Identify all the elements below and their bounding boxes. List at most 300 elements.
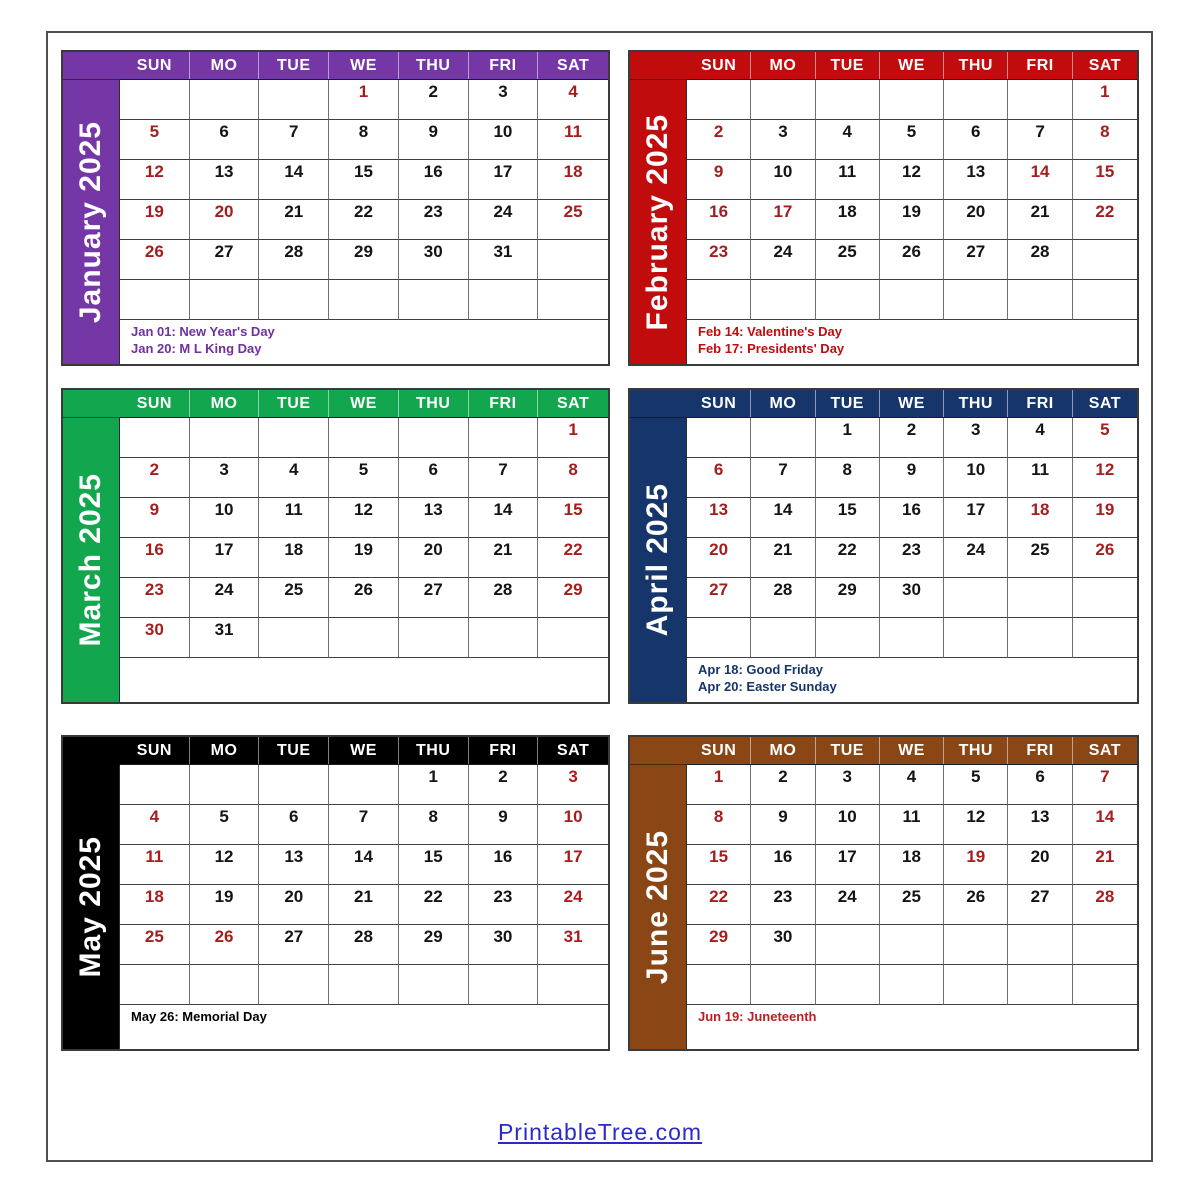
date-grid — [120, 80, 608, 320]
date-cell-april-2 — [880, 418, 944, 458]
date-cell-june-15 — [687, 845, 751, 885]
date-cell-january-5 — [120, 120, 190, 160]
date-cell-april-3 — [944, 418, 1008, 458]
day-header-row — [687, 52, 1137, 80]
date-number: 22 — [423, 887, 443, 906]
date-cell-february-4 — [816, 120, 880, 160]
date-cell-june-13 — [1008, 805, 1072, 845]
date-cell-march-14 — [469, 498, 539, 538]
date-number: 13 — [966, 162, 986, 181]
date-cell-february-15 — [1073, 160, 1137, 200]
date-cell-june-26 — [944, 885, 1008, 925]
date-cell-january-13 — [190, 160, 260, 200]
date-number: 12 — [214, 847, 234, 866]
date-cell-empty — [944, 280, 1008, 320]
date-cell-empty — [1008, 80, 1072, 120]
date-number: 6 — [1035, 767, 1045, 786]
day-header-thu: THU — [399, 52, 469, 79]
date-cell-march-30 — [120, 618, 190, 658]
date-number: 18 — [284, 540, 304, 559]
date-number: 26 — [966, 887, 986, 906]
day-header-fri: FRI — [1008, 390, 1072, 417]
date-number: 27 — [966, 242, 986, 261]
date-cell-june-23 — [751, 885, 815, 925]
month-title: March 2025 — [74, 473, 107, 647]
date-number: 8 — [1100, 122, 1110, 141]
date-cell-empty — [329, 418, 399, 458]
date-cell-may-13 — [259, 845, 329, 885]
date-cell-may-8 — [399, 805, 469, 845]
date-cell-empty — [190, 418, 260, 458]
date-cell-february-3 — [751, 120, 815, 160]
date-cell-february-10 — [751, 160, 815, 200]
date-cell-may-11 — [120, 845, 190, 885]
date-number: 17 — [214, 540, 234, 559]
date-cell-empty — [329, 965, 399, 1005]
date-number: 5 — [149, 122, 160, 141]
date-cell-january-19 — [120, 200, 190, 240]
date-cell-january-3 — [469, 80, 539, 120]
date-cell-january-4 — [538, 80, 608, 120]
date-number: 20 — [1030, 847, 1050, 866]
date-number: 11 — [564, 122, 583, 141]
date-cell-february-11 — [816, 160, 880, 200]
date-number: 8 — [428, 807, 438, 826]
date-number: 28 — [1095, 887, 1115, 906]
day-header-we: WE — [329, 390, 399, 417]
date-cell-march-5 — [329, 458, 399, 498]
date-number: 3 — [498, 82, 508, 101]
date-cell-june-2 — [751, 765, 815, 805]
date-number: 20 — [284, 887, 304, 906]
day-header-thu: THU — [399, 737, 469, 764]
date-number: 20 — [966, 202, 986, 221]
date-number: 24 — [563, 887, 583, 906]
date-number: 21 — [1095, 847, 1115, 866]
date-number: 23 — [493, 887, 513, 906]
date-cell-empty — [1008, 578, 1072, 618]
date-number: 1 — [568, 420, 578, 439]
day-header-sat: SAT — [556, 741, 590, 759]
month-sidebar — [63, 765, 120, 1049]
date-cell-april-28 — [751, 578, 815, 618]
date-cell-january-2 — [399, 80, 469, 120]
date-cell-january-7 — [259, 120, 329, 160]
date-cell-empty — [190, 80, 260, 120]
day-header-fri: FRI — [1008, 52, 1072, 79]
date-cell-empty — [469, 418, 539, 458]
day-header-thu: THU — [944, 737, 1008, 764]
date-number: 15 — [709, 847, 729, 866]
date-number: 16 — [773, 847, 793, 866]
date-cell-june-3 — [816, 765, 880, 805]
day-header-row — [687, 737, 1137, 765]
date-cell-june-30 — [751, 925, 815, 965]
date-number: 13 — [709, 500, 729, 519]
day-header-sat: SAT — [1088, 394, 1121, 412]
date-cell-june-25 — [880, 885, 944, 925]
date-number: 10 — [773, 162, 793, 181]
date-cell-empty — [1008, 925, 1072, 965]
date-cell-april-26 — [1073, 538, 1137, 578]
date-cell-march-27 — [399, 578, 469, 618]
date-number: 4 — [568, 82, 578, 101]
date-cell-april-22 — [816, 538, 880, 578]
date-cell-february-20 — [944, 200, 1008, 240]
month-march — [61, 388, 610, 704]
date-cell-april-9 — [880, 458, 944, 498]
date-cell-april-30 — [880, 578, 944, 618]
date-number: 24 — [773, 242, 793, 261]
month-title: January 2025 — [74, 120, 107, 324]
date-cell-april-17 — [944, 498, 1008, 538]
day-header-mo: MO — [190, 737, 260, 764]
date-cell-march-12 — [329, 498, 399, 538]
date-number: 9 — [428, 122, 438, 141]
date-cell-march-1 — [538, 418, 608, 458]
date-cell-june-29 — [687, 925, 751, 965]
date-cell-empty — [329, 765, 399, 805]
day-header-fri: FRI — [1008, 737, 1072, 764]
date-cell-empty — [944, 618, 1008, 658]
date-cell-february-7 — [1008, 120, 1072, 160]
date-cell-empty — [1008, 280, 1072, 320]
date-cell-march-19 — [329, 538, 399, 578]
date-cell-june-4 — [880, 765, 944, 805]
date-cell-january-14 — [259, 160, 329, 200]
date-cell-empty — [880, 618, 944, 658]
date-number: 12 — [144, 162, 164, 181]
date-cell-june-5 — [944, 765, 1008, 805]
date-number: 4 — [149, 807, 160, 826]
date-number: 2 — [778, 767, 788, 786]
date-cell-june-18 — [880, 845, 944, 885]
date-number: 19 — [214, 887, 234, 906]
date-cell-empty — [190, 965, 260, 1005]
month-june — [628, 735, 1139, 1051]
date-number: 1 — [428, 767, 438, 786]
month-sidebar — [630, 765, 687, 1049]
date-cell-may-5 — [190, 805, 260, 845]
date-cell-may-21 — [329, 885, 399, 925]
date-cell-empty — [816, 965, 880, 1005]
holiday-notes — [687, 320, 1137, 364]
date-number: 10 — [837, 807, 857, 826]
date-cell-january-11 — [538, 120, 608, 160]
date-cell-february-22 — [1073, 200, 1137, 240]
date-cell-march-29 — [538, 578, 608, 618]
date-cell-empty — [751, 418, 815, 458]
date-number: 22 — [354, 202, 373, 221]
day-header-mo: MO — [751, 390, 815, 417]
date-cell-march-31 — [190, 618, 260, 658]
date-number: 13 — [214, 162, 234, 181]
date-cell-january-21 — [259, 200, 329, 240]
date-cell-march-6 — [399, 458, 469, 498]
date-cell-empty — [259, 965, 329, 1005]
holiday-note: Jan 20: M L King Day — [131, 341, 262, 356]
date-number: 7 — [1100, 767, 1110, 786]
date-cell-empty — [1008, 618, 1072, 658]
date-cell-april-6 — [687, 458, 751, 498]
site-link[interactable]: PrintableTree.com — [497, 1119, 703, 1145]
date-number: 3 — [842, 767, 852, 786]
date-cell-empty — [944, 925, 1008, 965]
date-cell-january-1 — [329, 80, 399, 120]
date-cell-march-21 — [469, 538, 539, 578]
date-number: 23 — [144, 580, 164, 599]
day-header-tue: TUE — [816, 390, 880, 417]
date-cell-february-25 — [816, 240, 880, 280]
date-cell-march-17 — [190, 538, 260, 578]
date-number: 4 — [842, 122, 852, 141]
date-cell-may-15 — [399, 845, 469, 885]
date-number: 11 — [838, 162, 857, 181]
holiday-notes — [120, 658, 608, 702]
date-cell-june-12 — [944, 805, 1008, 845]
date-cell-may-12 — [190, 845, 260, 885]
date-number: 20 — [709, 540, 729, 559]
date-cell-empty — [1073, 280, 1137, 320]
date-number: 31 — [563, 927, 583, 946]
date-cell-empty — [751, 280, 815, 320]
date-cell-may-17 — [538, 845, 608, 885]
date-cell-march-25 — [259, 578, 329, 618]
date-number: 23 — [709, 242, 729, 261]
date-cell-empty — [751, 618, 815, 658]
date-number: 10 — [493, 122, 513, 141]
date-number: 25 — [144, 927, 164, 946]
day-header-tue: TUE — [816, 52, 880, 79]
site-footer — [0, 1119, 1200, 1146]
date-cell-may-24 — [538, 885, 608, 925]
date-cell-june-19 — [944, 845, 1008, 885]
date-cell-empty — [880, 965, 944, 1005]
date-cell-april-25 — [1008, 538, 1072, 578]
day-header-thu: THU — [944, 390, 1008, 417]
date-cell-january-29 — [329, 240, 399, 280]
date-cell-may-10 — [538, 805, 608, 845]
day-header-we: WE — [880, 390, 944, 417]
date-cell-february-1 — [1073, 80, 1137, 120]
date-cell-april-5 — [1073, 418, 1137, 458]
date-cell-march-22 — [538, 538, 608, 578]
date-number: 18 — [837, 202, 857, 221]
date-number: 21 — [354, 887, 373, 906]
date-number: 29 — [563, 580, 583, 599]
date-cell-march-2 — [120, 458, 190, 498]
date-cell-june-1 — [687, 765, 751, 805]
date-cell-january-8 — [329, 120, 399, 160]
corner-cell — [63, 737, 120, 765]
holiday-note: Feb 14: Valentine's Day — [698, 324, 842, 339]
day-header-we: WE — [880, 737, 944, 764]
day-header-mo: MO — [190, 52, 260, 79]
date-number: 18 — [563, 162, 583, 181]
date-number: 9 — [713, 162, 724, 181]
holiday-note: May 26: Memorial Day — [131, 1009, 267, 1024]
date-number: 15 — [563, 500, 583, 519]
date-cell-february-8 — [1073, 120, 1137, 160]
date-cell-march-9 — [120, 498, 190, 538]
date-cell-june-20 — [1008, 845, 1072, 885]
date-cell-empty — [687, 80, 751, 120]
date-cell-june-14 — [1073, 805, 1137, 845]
month-title: May 2025 — [74, 836, 107, 978]
date-number: 24 — [966, 540, 986, 559]
date-cell-january-24 — [469, 200, 539, 240]
date-number: 8 — [358, 122, 369, 141]
holiday-note: Jun 19: Juneteenth — [698, 1009, 817, 1024]
date-number: 25 — [563, 202, 583, 221]
date-number: 27 — [1030, 887, 1050, 906]
date-number: 18 — [1030, 500, 1050, 519]
date-number: 15 — [1095, 162, 1115, 181]
date-number: 6 — [713, 460, 724, 479]
date-cell-march-10 — [190, 498, 260, 538]
date-cell-february-24 — [751, 240, 815, 280]
day-header-fri: FRI — [469, 390, 539, 417]
date-cell-january-17 — [469, 160, 539, 200]
date-cell-may-27 — [259, 925, 329, 965]
date-cell-march-20 — [399, 538, 469, 578]
date-number: 14 — [1030, 162, 1050, 181]
date-grid — [687, 418, 1137, 658]
date-number: 26 — [902, 242, 921, 261]
date-cell-may-4 — [120, 805, 190, 845]
date-cell-empty — [538, 965, 608, 1005]
date-cell-april-13 — [687, 498, 751, 538]
date-number: 3 — [778, 122, 788, 141]
date-cell-may-7 — [329, 805, 399, 845]
month-sidebar — [630, 418, 687, 702]
date-cell-june-11 — [880, 805, 944, 845]
date-cell-january-23 — [399, 200, 469, 240]
date-cell-empty — [751, 965, 815, 1005]
date-number: 26 — [214, 927, 234, 946]
day-header-sun: SUN — [687, 52, 751, 79]
date-cell-june-10 — [816, 805, 880, 845]
date-number: 21 — [1030, 202, 1050, 221]
date-cell-may-18 — [120, 885, 190, 925]
date-cell-february-18 — [816, 200, 880, 240]
date-number: 6 — [219, 122, 229, 141]
day-header-sun: SUN — [120, 52, 190, 79]
date-number: 3 — [219, 460, 229, 479]
date-number: 14 — [284, 162, 304, 181]
date-number: 25 — [902, 887, 921, 906]
date-number: 14 — [493, 500, 513, 519]
date-cell-march-13 — [399, 498, 469, 538]
date-number: 25 — [1030, 540, 1050, 559]
month-title: June 2025 — [641, 829, 674, 985]
date-cell-empty — [687, 618, 751, 658]
date-number: 9 — [906, 460, 917, 479]
date-number: 10 — [214, 500, 234, 519]
date-number: 7 — [778, 460, 788, 479]
date-cell-may-6 — [259, 805, 329, 845]
date-number: 22 — [837, 540, 857, 559]
corner-cell — [630, 737, 687, 765]
date-cell-may-20 — [259, 885, 329, 925]
date-cell-empty — [1073, 578, 1137, 618]
date-cell-empty — [120, 418, 190, 458]
date-number: 30 — [773, 927, 793, 946]
date-cell-april-8 — [816, 458, 880, 498]
date-cell-may-19 — [190, 885, 260, 925]
day-header-row — [120, 52, 608, 80]
date-number: 29 — [423, 927, 443, 946]
date-cell-march-15 — [538, 498, 608, 538]
date-cell-april-10 — [944, 458, 1008, 498]
corner-cell — [63, 52, 120, 80]
date-number: 14 — [1095, 807, 1115, 826]
date-number: 1 — [1100, 82, 1110, 101]
date-number: 5 — [219, 807, 229, 826]
date-cell-january-18 — [538, 160, 608, 200]
date-cell-empty — [469, 618, 539, 658]
date-cell-empty — [1073, 618, 1137, 658]
date-cell-june-22 — [687, 885, 751, 925]
day-header-row — [120, 737, 608, 765]
date-cell-february-21 — [1008, 200, 1072, 240]
date-number: 24 — [214, 580, 234, 599]
date-number: 31 — [214, 620, 234, 639]
date-number: 21 — [493, 540, 513, 559]
month-title: February 2025 — [641, 113, 674, 331]
date-number: 22 — [563, 540, 583, 559]
date-number: 12 — [1095, 460, 1115, 479]
month-sidebar — [63, 80, 120, 364]
date-cell-june-16 — [751, 845, 815, 885]
holiday-note: Feb 17: Presidents' Day — [698, 341, 845, 356]
date-number: 16 — [709, 202, 729, 221]
day-header-mo: MO — [751, 737, 815, 764]
date-cell-may-1 — [399, 765, 469, 805]
date-cell-empty — [1073, 965, 1137, 1005]
date-number: 13 — [284, 847, 304, 866]
date-cell-march-11 — [259, 498, 329, 538]
date-cell-march-23 — [120, 578, 190, 618]
date-number: 17 — [493, 162, 513, 181]
date-cell-empty — [816, 618, 880, 658]
date-cell-april-12 — [1073, 458, 1137, 498]
date-cell-empty — [751, 80, 815, 120]
date-number: 16 — [144, 540, 164, 559]
date-number: 28 — [493, 580, 513, 599]
date-cell-empty — [1008, 965, 1072, 1005]
date-cell-empty — [259, 418, 329, 458]
date-cell-june-24 — [816, 885, 880, 925]
date-cell-may-28 — [329, 925, 399, 965]
day-header-sat: SAT — [1088, 56, 1121, 74]
date-grid — [687, 80, 1137, 320]
date-cell-empty — [687, 418, 751, 458]
date-cell-april-16 — [880, 498, 944, 538]
date-number: 19 — [144, 202, 164, 221]
date-number: 2 — [149, 460, 160, 479]
day-header-sun: SUN — [687, 737, 751, 764]
date-number: 5 — [906, 122, 917, 141]
date-cell-june-9 — [751, 805, 815, 845]
date-cell-may-31 — [538, 925, 608, 965]
date-cell-empty — [259, 80, 329, 120]
date-cell-february-14 — [1008, 160, 1072, 200]
date-number: 11 — [145, 847, 164, 866]
date-cell-empty — [469, 965, 539, 1005]
date-number: 26 — [354, 580, 373, 599]
date-number: 21 — [284, 202, 304, 221]
